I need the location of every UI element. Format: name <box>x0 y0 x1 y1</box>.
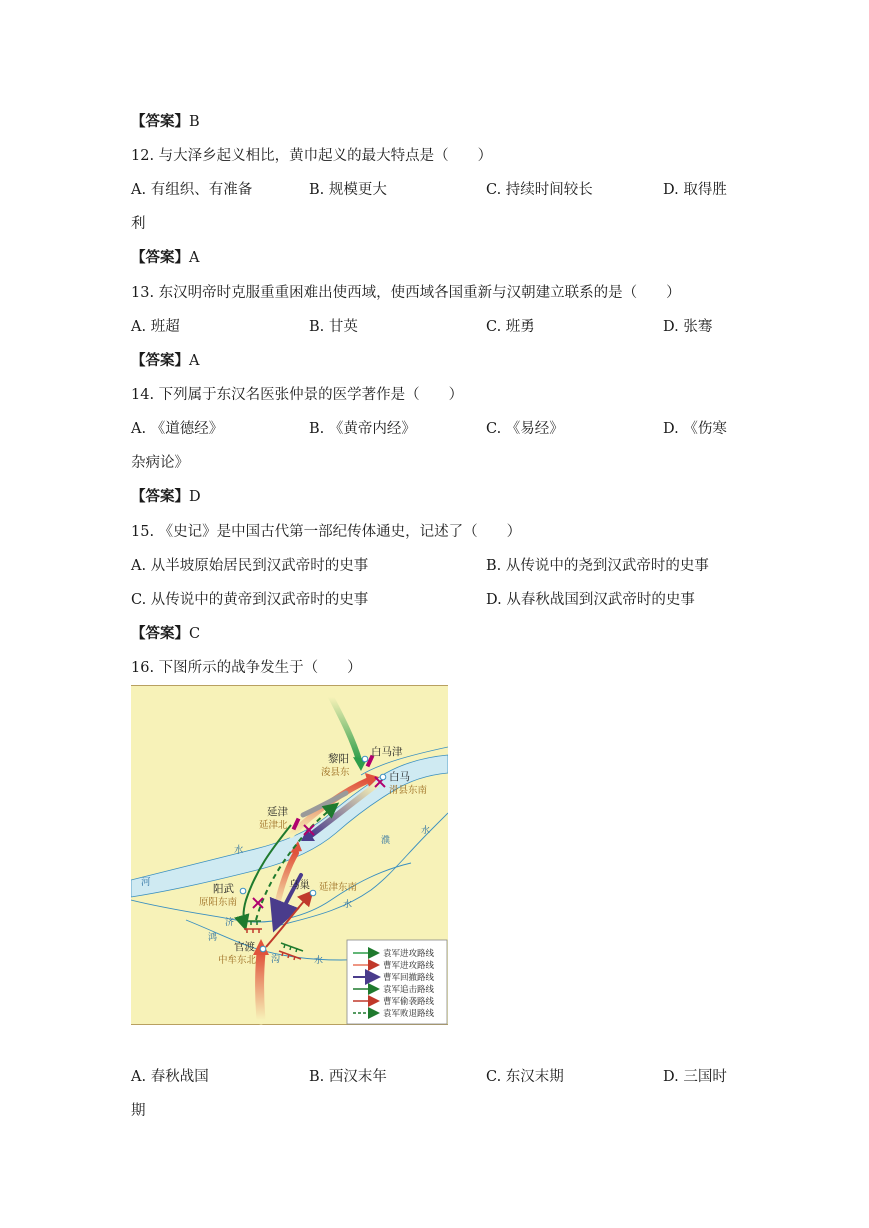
answer-value: D <box>189 489 201 505</box>
place-yanjin: 延津 <box>267 806 288 818</box>
legend-label: 袁军追击路线 <box>383 985 435 995</box>
q12-option-b: B. 规模更大 <box>309 182 387 198</box>
question-14-stem: 14. 下列属于东汉名医张仲景的医学著作是（ ） <box>131 387 464 403</box>
q12-option-d: D. 取得胜 <box>663 182 727 198</box>
place-baima: 白马 <box>389 771 410 783</box>
river-label-ji: 济 <box>225 918 235 928</box>
map-legend <box>347 940 447 1024</box>
q15-option-a: A. 从半坡原始居民到汉武帝时的史事 <box>131 558 369 574</box>
answer-13 <box>131 351 199 371</box>
river-label-gou: 沟 <box>271 955 281 965</box>
place-yangwu-sub: 原阳东南 <box>199 897 238 908</box>
answer-12 <box>131 248 199 268</box>
answer-14 <box>131 487 201 507</box>
river-label-shui3: 水 <box>343 900 353 910</box>
answer-value: A <box>189 353 200 369</box>
river-label-shui2: 水 <box>421 826 431 836</box>
battle-map-figure <box>131 685 448 1025</box>
river-label-he: 河 <box>141 877 151 888</box>
answer-label: 【答案】 <box>131 625 189 642</box>
legend-label: 曹军回撤路线 <box>383 973 435 983</box>
q16-option-b: B. 西汉末年 <box>309 1069 387 1085</box>
place-yangwu: 阳武 <box>213 883 234 895</box>
river-label-hong: 鸿 <box>208 933 218 943</box>
q16-option-a: A. 春秋战国 <box>131 1069 209 1085</box>
q13-option-d: D. 张骞 <box>663 319 713 335</box>
answer-11 <box>131 112 200 132</box>
question-15-stem: 15. 《史记》是中国古代第一部纪传体通史，记述了（ ） <box>131 524 522 540</box>
battle-map <box>131 685 448 1025</box>
answer-value: B <box>189 114 200 130</box>
river-label-shui4: 水 <box>314 956 324 966</box>
q14-option-c: C. 《易经》 <box>486 421 564 437</box>
legend-label: 曹军偷袭路线 <box>383 997 435 1007</box>
legend-label: 袁军败退路线 <box>383 1009 435 1019</box>
place-wuchao: 乌巢 <box>289 879 310 891</box>
answer-label: 【答案】 <box>131 352 189 369</box>
place-guandu: 官渡 <box>234 941 255 953</box>
q14-option-a: A. 《道德经》 <box>131 421 224 437</box>
q12-option-a: A. 有组织、有准备 <box>131 182 253 198</box>
place-liyang: 黎阳 <box>328 753 349 765</box>
question-16-stem: 16. 下图所示的战争发生于（ ） <box>131 660 362 676</box>
place-yanjin-sub: 延津北 <box>259 820 288 831</box>
answer-label: 【答案】 <box>131 488 189 505</box>
q12-option-c: C. 持续时间较长 <box>486 182 593 198</box>
place-guandu-sub: 中牟东北 <box>218 955 257 966</box>
q16-option-d-wrap: 期 <box>131 1103 146 1119</box>
question-13-stem: 13. 东汉明帝时克服重重困难出使西域，使西域各国重新与汉朝建立联系的是（ ） <box>131 285 681 301</box>
answer-value: A <box>189 250 200 266</box>
q13-option-c: C. 班勇 <box>486 319 535 335</box>
answer-value: C <box>189 626 201 642</box>
q16-option-d: D. 三国时 <box>663 1069 727 1085</box>
place-liyang-sub: 浚县东 <box>321 767 350 778</box>
answer-label: 【答案】 <box>131 249 189 266</box>
place-baima-sub: 滑县东南 <box>389 785 428 796</box>
legend-label: 袁军进攻路线 <box>383 949 435 959</box>
q14-option-d-wrap: 杂病论》 <box>131 455 189 471</box>
question-12-stem: 12. 与大泽乡起义相比，黄巾起义的最大特点是（ ） <box>131 148 493 164</box>
legend-label: 曹军进攻路线 <box>383 961 435 971</box>
river-label-shui1: 水 <box>234 845 244 856</box>
q14-option-d: D. 《伤寒 <box>663 421 727 437</box>
answer-15 <box>131 624 200 644</box>
answer-label: 【答案】 <box>131 113 189 130</box>
place-wuchao-sub: 延津东南 <box>319 882 358 893</box>
q15-option-b: B. 从传说中的尧到汉武帝时的史事 <box>486 558 709 574</box>
q13-option-b: B. 甘英 <box>309 319 358 335</box>
q15-option-d: D. 从春秋战国到汉武帝时的史事 <box>486 592 695 608</box>
q12-option-d-wrap: 利 <box>131 216 146 232</box>
q13-option-a: A. 班超 <box>131 319 180 335</box>
q14-option-b: B. 《黄帝内经》 <box>309 421 416 437</box>
river-label-pu: 濮 <box>381 836 391 846</box>
place-baimajin: 白马津 <box>371 746 403 758</box>
q16-option-c: C. 东汉末期 <box>486 1069 564 1085</box>
q15-option-c: C. 从传说中的黄帝到汉武帝时的史事 <box>131 592 369 608</box>
